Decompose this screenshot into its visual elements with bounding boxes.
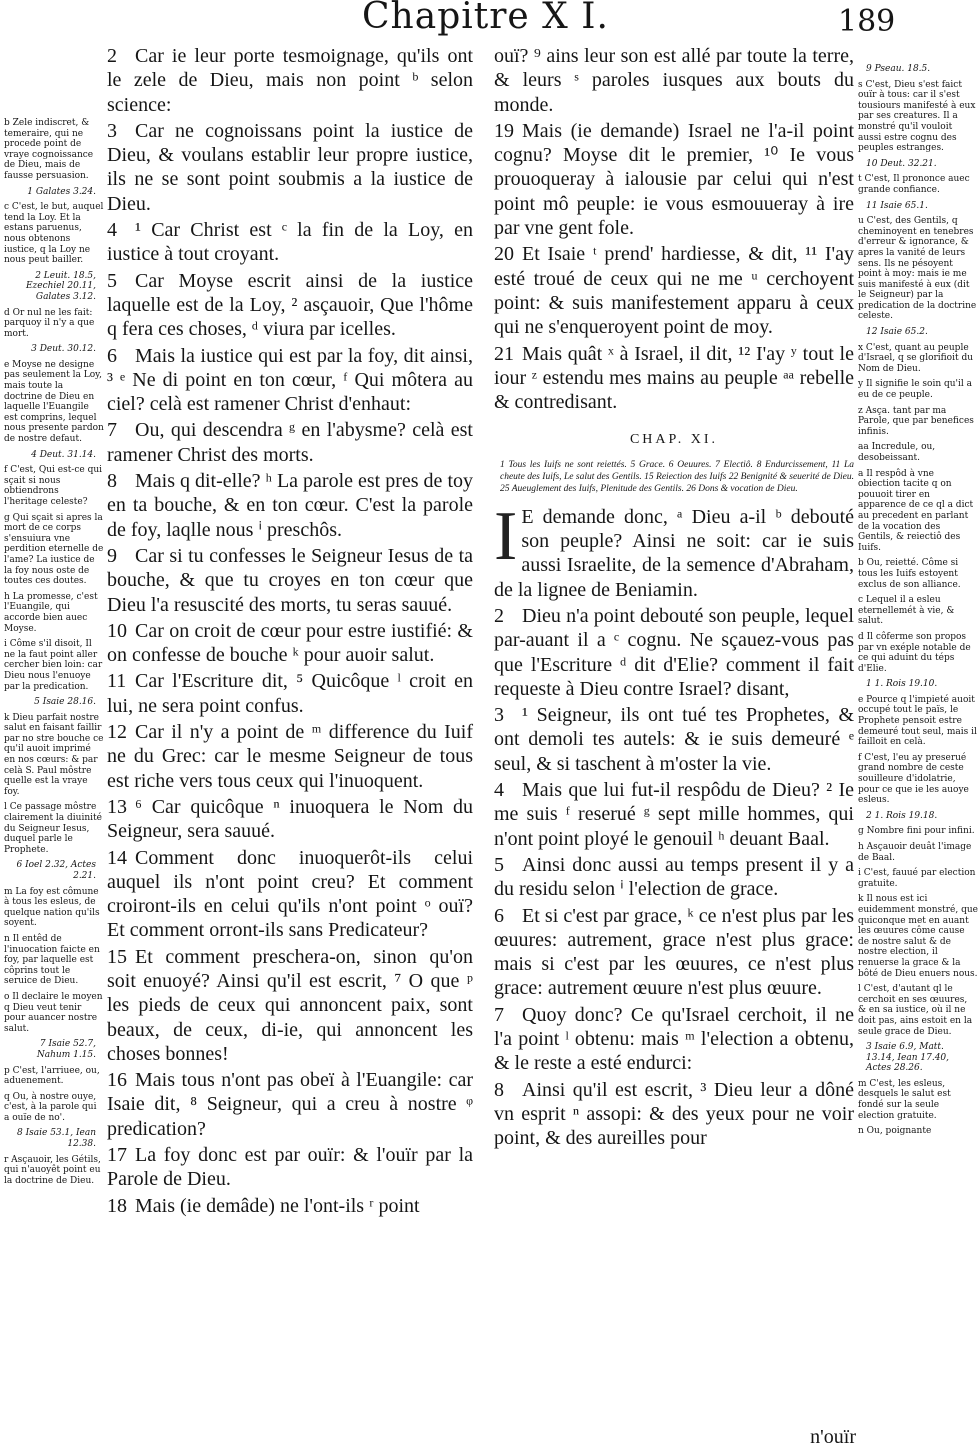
- margin-note: e Pource q l'impieté auoit occupé tout le païs, le Prophete pensoit estre demeuré tout seul, mais il failloit en celà.: [858, 694, 977, 748]
- verse: [494, 703, 854, 776]
- verse: [107, 1194, 473, 1218]
- verse-text: Mais la iustice qui est par la foy, dit ainsi, ³ ᵉ Ne di point en ton cœur, ᶠ Qui môtera au ciel? celà est ramener Christ d'enhaut:: [107, 344, 473, 416]
- verse: [107, 846, 473, 943]
- verse-text: Car on croit de cœur pour estre iustifié: & on confesse de bouche ᵏ pour auoir salut.: [107, 619, 473, 667]
- verse-number: 7: [107, 419, 117, 442]
- verse: [107, 44, 473, 117]
- verse: [494, 342, 854, 415]
- verse-text: Dieu n'a point debouté son peuple, lequel par-auant il a ᶜ cognu. Ne sçauez-vous pas que l'Escriture ᵈ dit d'Elie? comment il fait requeste à Dieu contre Israel? disant,: [494, 604, 854, 700]
- text-column-middle: [107, 44, 473, 1220]
- margin-note: i C'est, fauué par election gratuite.: [858, 868, 976, 889]
- verse-text: Ainsi qu'il est escrit, ³ Dieu leur a dôné vn esprit ⁿ assopi: & des yeux pour ne voir point, & des aureilles pour: [494, 1078, 854, 1150]
- verse: [494, 604, 854, 701]
- verse: [107, 1068, 473, 1141]
- cross-reference: 9 Pseau. 18.5.: [866, 64, 931, 74]
- verse-number: 3: [107, 119, 117, 142]
- cross-reference: 4 Deut. 31.14.: [31, 449, 96, 460]
- verse-number: 9: [107, 544, 117, 567]
- verse-text: Et comment preschera-on, sinon qu'on soit enuoyé? Ainsi qu'il est escrit, ⁷ O que ᵖ les pieds de ceux qui annoncent paix, sont beaux, de ceux, di-ie, qui annoncent les choses bonnes!: [107, 945, 473, 1065]
- chapter-11-verses: [494, 497, 854, 1151]
- catchword: n'ouïr: [810, 1426, 856, 1448]
- verse-number: 14: [107, 846, 127, 869]
- verse: [494, 497, 854, 602]
- cross-reference: 10 Deut. 32.21.: [866, 158, 937, 169]
- margin-note: y Il signifie le soin qu'il a eu de ce peuple.: [858, 379, 973, 401]
- margin-note: aa Incredule, ou, desobeissant.: [858, 442, 936, 463]
- margin-note: p C'est, l'arriuee, ou, aduenement.: [4, 1065, 100, 1087]
- verse-text: Car ne cognoissans point la iustice de Dieu, & voulans establir leur propre iustice, ils ne se sont point soubmis a la iustice de Dieu.: [107, 119, 473, 215]
- margin-note: l Ce passage môstre clairement la diuinité du Seigneur Iesus, duquel parle le Prophete.: [4, 802, 102, 855]
- margin-note: a Il respôd à vne obiection tacite q on pouuoit tirer en apparence de ce ql a dict au precedent en parlant de la vocation des Gentils, & reiectiô des Iuifs.: [858, 468, 974, 553]
- margin-note: h Asçauoir deuât l'image de Baal.: [858, 842, 972, 863]
- drop-cap: I: [494, 497, 518, 575]
- margin-note: b Ou, reietté. Côme si tous les Iuifs estoyent exclus de son alliance.: [858, 558, 961, 590]
- margin-note: g Qui sçait si apres la mort de ce corps s'ensuiura vne perdition eternelle de l'ame? La iustice de la foy nous oste de toutes ces doutes.: [4, 512, 104, 587]
- text-column-right: [494, 44, 854, 1152]
- verse: [494, 1003, 854, 1076]
- chapter-heading: CHAP. XI.: [629, 432, 719, 448]
- cross-reference: 1 1. Rois 19.10.: [866, 679, 938, 690]
- verse-text: Mais (ie demâde) ne l'ont-ils ʳ point: [135, 1194, 420, 1217]
- cross-reference: 5 Isaie 28.16.: [34, 697, 96, 708]
- verse-text: Car il n'y a point de ᵐ difference du Iuif ne du Grec: car le mesme Seigneur de tous est riche vers tous ceux qui l'inuoquent.: [107, 721, 473, 792]
- page-number: 189: [838, 4, 896, 39]
- verse: [494, 44, 854, 117]
- verse-text: Mais q dit-elle? ʰ La parole est pres de toy en ta bouche, & en ton cœur. C'est la parole de foy, laqlle nous ⁱ preschôs.: [107, 470, 473, 541]
- verse-number: 19: [494, 119, 514, 142]
- verse-number: 8: [107, 470, 117, 493]
- verse-text: Quoy donc? Ce qu'Israel cerchoit, il ne l'a point ˡ obtenu: mais ᵐ l'election a obtenu, & le reste a esté endurci:: [494, 1003, 854, 1075]
- verse-text: Ou, qui descendra ᵍ en l'abysme? celà est ramener Christ des morts.: [107, 419, 473, 466]
- verse: [494, 778, 854, 851]
- verse-number: 10: [107, 619, 127, 642]
- margin-note: c Lequel il a esleu eternellemét à vie, & salut.: [858, 595, 955, 627]
- verse: [494, 1078, 854, 1151]
- verse-number: 21: [494, 342, 514, 365]
- cross-reference: 2 1. Rois 19.18.: [866, 810, 938, 821]
- cross-reference: 1 Galates 3.24.: [27, 186, 96, 197]
- verse-number: 5: [494, 853, 504, 876]
- verse-text: Car l'Escriture dit, ⁵ Quicôque ˡ croit en lui, ne sera point confus.: [107, 670, 473, 717]
- verse-number: 4: [107, 219, 117, 242]
- margin-note: o Il declaire le moyen q Dieu veut tenir pour auancer nostre salut.: [4, 991, 103, 1034]
- verse: [107, 269, 473, 342]
- verse-number: 13: [107, 795, 127, 818]
- margin-note: n Ou, poignante: [858, 1126, 932, 1137]
- margin-note: k Dieu parfait nostre salut en faisant faillir par no stre bouche ce qu'il auoit imprimé en nos cœurs: & par celà S. Paul môstre quelle est la vraye foy.: [4, 712, 104, 797]
- margin-note: k Il nous est ici euidemment monstré, que quiconque met en auant les œuures côme cause de nostre salut & de nostre election, il renuerse la grace & la bôté de Dieu enuers nous.: [858, 894, 978, 979]
- margin-note: i Côme s'il disoit, Il ne la faut point aller cercher bien loin: car Dieu nous l'enuoye par la predication.: [4, 639, 103, 692]
- verse-number: 8: [494, 1078, 504, 1101]
- verse: [494, 904, 854, 1001]
- cross-reference: 3 Deut. 30.12.: [31, 344, 96, 355]
- verse-text: ¹ Car Christ est ᶜ la fin de la Loy, en iustice à tout croyant.: [107, 219, 473, 266]
- cross-reference: 11 Isaie 65.1.: [866, 200, 928, 211]
- margin-note: d Or nul ne les fait: parquoy il n'y a que mort.: [4, 307, 95, 339]
- verse-number: 18: [107, 1194, 127, 1217]
- verse-number: 2: [494, 604, 504, 627]
- verse-text: ouï? ⁹ ains leur son est allé par toute la terre, & leurs ˢ paroles iusques aux bouts du monde.: [494, 45, 854, 116]
- margin-note: m La foy est cômune à tous les esleus, de quelque nation qu'ils soyent.: [4, 886, 100, 929]
- verse-text: ¹ Seigneur, ils ont tué tes Prophetes, & ont demoli tes autels: & ie suis demeuré ᵉ seul, & si taschent à m'oster la vie.: [494, 704, 854, 775]
- verse-text: Mais quât ˣ à Israel, il dit, ¹² I'ay ʸ tout le iour ᶻ estendu mes mains au peuple ᵃᵃ rebelle & contredisant.: [494, 342, 854, 414]
- verse-number: 6: [494, 904, 504, 927]
- margin-note: c C'est, le but, auquel tend la Loy. Et la estans paruenus, nous obtenons iustice, q la Loy ne nous peut bailler.: [4, 202, 104, 266]
- verse-text: E demande donc, ᵃ Dieu a-il ᵇ debouté son peuple? Ainsi ne soit: car ie suis aussi Israelite, de la semence d'Abraham, de la lignee de Beniamin.: [494, 505, 854, 601]
- verse-number: 4: [494, 779, 504, 802]
- margin-note: s C'est, Dieu s'est faict ouïr à tous: car il s'est tousiours manifesté à eux par ses creatures. Il a monstré qu'il vouloit aussi estre cognu des peuples estranges.: [858, 79, 976, 154]
- verse-text: Mais (ie demande) Israel ne l'a-il point cognu? Moyse dit le premier, ¹⁰ Ie vous prouoqueray à ialousie par celui qui n'est point mô peuple: ie vous esmouueray à ire par vne gent fole.: [494, 119, 854, 240]
- margin-note: r Asçauoir, les Gétils, qui n'auoyêt point eu la doctrine de Dieu.: [4, 1154, 101, 1186]
- cross-reference: 7 Isaie 52.7, Nahum 1.15.: [36, 1039, 96, 1060]
- verse: [107, 469, 473, 542]
- verse-text: Et Isaie ᵗ prend' hardiesse, & dit, ¹¹ I'ay esté troué de ceux qui ne me ᵘ cerchoyent point: & suis manifestement apparu à ceux qui ne s'enqueroyent point de moy.: [494, 243, 854, 339]
- margin-note: b Zele indiscret, & temeraire, qui ne procede point de vraye cognoissance de Dieu, mais de fausse persuasion.: [4, 118, 94, 181]
- cross-reference: 6 Ioel 2.32, Actes 2.21.: [16, 860, 96, 881]
- verse-number: 16: [107, 1069, 127, 1092]
- verse-text: Ainsi donc aussi au temps present il y a du residu selon ⁱ l'election de grace.: [494, 853, 854, 901]
- verse: [107, 119, 473, 216]
- margin-note: x C'est, quant au peuple d'Israel, q se glorifioit du Nom de Dieu.: [858, 342, 974, 374]
- verse-text: Et si c'est par grace, ᵏ ce n'est plus par les œuures: autrement, grace n'est plus grace: mais si c'est par les œuures, ce n'est plus grace: autrement œuure n'est plus œuure.: [494, 904, 854, 1000]
- cross-reference: 3 Isaie 6.9, Matt. 13.14, Iean 17.40, Actes 28.26.: [866, 1042, 950, 1074]
- running-title: Chapitre X I.: [362, 0, 609, 37]
- verse-number: 20: [494, 243, 514, 266]
- margin-note: q Ou, à nostre ouye, c'est, à la parole qui a ouïe de no'.: [4, 1091, 97, 1123]
- right-margin-notes: [858, 64, 978, 1142]
- verse-text: La foy donc est par ouïr: & l'ouïr par la Parole de Dieu.: [107, 1144, 473, 1191]
- margin-note: n Il entêd de l'inuocation faicte en foy, par laquelle est côprins tout le seruice de Dieu.: [4, 933, 100, 987]
- verse-number: 5: [107, 269, 117, 292]
- verse-text: Car si tu confesses le Seigneur Iesus de ta bouche, & que tu croyes en ton cœur que Dieu l'a resuscité des morts, tu seras sauué.: [107, 544, 473, 616]
- verse-number: 3: [494, 704, 504, 727]
- verse: [107, 218, 473, 267]
- verse-text: Mais tous n'ont pas obeï à l'Euangile: car Isaie dit, ⁸ Seigneur, qui a creu à nostre ᵠ predication?: [107, 1069, 473, 1140]
- verse-number: 15: [107, 945, 127, 968]
- margin-note: t C'est, Il prononce auec grande confiance.: [858, 174, 970, 195]
- margin-note: h La promesse, c'est l'Euangile, qui accorde bien auec Moyse.: [4, 591, 98, 634]
- verse: [107, 945, 473, 1066]
- chapter-summary: 1 Tous les Iuifs ne sont reiettés. 5 Grace. 6 Oeuures. 7 Electiô. 8 Endurcissement, 11 La cheute des Iuifs, Le salut des Gentils. 15 Reiection des Iuifs 22 Benignité & seuerité de Dieu. 25 Aueuglement des Iuifs, Plenitude des Gentils. 26 Dons & vocation de Dieu.: [500, 459, 854, 494]
- verse-number: 7: [494, 1003, 504, 1026]
- verse: [107, 669, 473, 718]
- margin-note: m C'est, les esleus, desquels le salut est fondé sur la seule election gratuite.: [858, 1078, 951, 1121]
- verse: [494, 242, 854, 339]
- cross-reference: 2 Leuit. 18.5, Ezechiel 20.11, Galates 3.12.: [25, 270, 96, 302]
- verse-number: 2: [107, 45, 117, 67]
- verse: [107, 1143, 473, 1192]
- verse-number: 6: [107, 344, 117, 367]
- verse: [107, 619, 473, 668]
- margin-note: d Il côferme son propos par vn exéple notable de ce qui aduint du téps d'Elie.: [858, 631, 971, 674]
- verse: [494, 119, 854, 240]
- verse-text: Comment donc inuoquerôt-ils celui auquel ils n'ont point creu? Et comment croiront-ils en celui qu'ils n'ont point ᵒ ouï? Et comment orront-ils sans Predicateur?: [107, 846, 473, 942]
- margin-note: l C'est, d'autant ql le cerchoit en ses œuures, & en sa iustice, où il ne doit pas, ains estoit en la seule grace de Dieu.: [858, 984, 973, 1037]
- margin-note: g Nombre fini pour infini.: [858, 826, 975, 837]
- verse-text: Mais que lui fut-il respôdu de Dieu? ² Ie me suis ᶠ reserué ᵍ sept mille hommes, qui n'ont point ployé le genouil ʰ deuant Baal.: [494, 779, 854, 850]
- chapter-10-end: [494, 44, 854, 414]
- verse-text: Car Moyse escrit ainsi de la iustice laquelle est de la Loy, ² asçauoir, Que l'hôme q fera ces choses, ᵈ viura par icelles.: [107, 269, 473, 341]
- verse-number: 11: [107, 670, 127, 693]
- margin-note: f C'est, l'eu ay preserué grand nombre de ceste souilleure d'idolatrie, pour ce que ie les auoye esleus.: [858, 752, 969, 806]
- verse: [107, 720, 473, 793]
- verse: [107, 344, 473, 417]
- verse-number: 17: [107, 1144, 127, 1167]
- verse-text: Car ie leur porte tesmoignage, qu'ils ont le zele de Dieu, mais non point ᵇ selon science:: [107, 45, 473, 116]
- verse-text: ⁶ Car quicôque ⁿ inuoquera le Nom du Seigneur, sera sauué.: [107, 795, 473, 843]
- margin-note: e Moyse ne designe pas seulement la Loy, mais toute la doctrine de Dieu en laquelle l'Euangile est comprins, lequel nous presente pardon de nostre defaut.: [4, 359, 104, 445]
- margin-note: f C'est, Qui est-ce qui sçait si nous obtiendrons l'heritage celeste?: [4, 465, 103, 507]
- verse: [107, 418, 473, 467]
- verse: [107, 795, 473, 844]
- verse: [107, 544, 473, 617]
- cross-reference: 8 Isaie 53.1, Iean 12.38.: [17, 1128, 96, 1150]
- verse-number: 12: [107, 721, 127, 744]
- cross-reference: 12 Isaie 65.2.: [866, 327, 928, 338]
- page-header: [0, 0, 980, 44]
- verse: [494, 853, 854, 902]
- margin-note: z Asça. tant par ma Parole, que par benefices infinis.: [858, 405, 974, 437]
- margin-note: u C'est, des Gentils, q cheminoyent en tenebres d'erreur & ignorance, & apres la vanité de leurs sens. Ils ne pésoyent point à moy: mais ie me suis manifesté à eux (dit le Seigneur) par la predication de la doctrine celeste.: [858, 216, 977, 322]
- left-margin-notes: [4, 118, 104, 1191]
